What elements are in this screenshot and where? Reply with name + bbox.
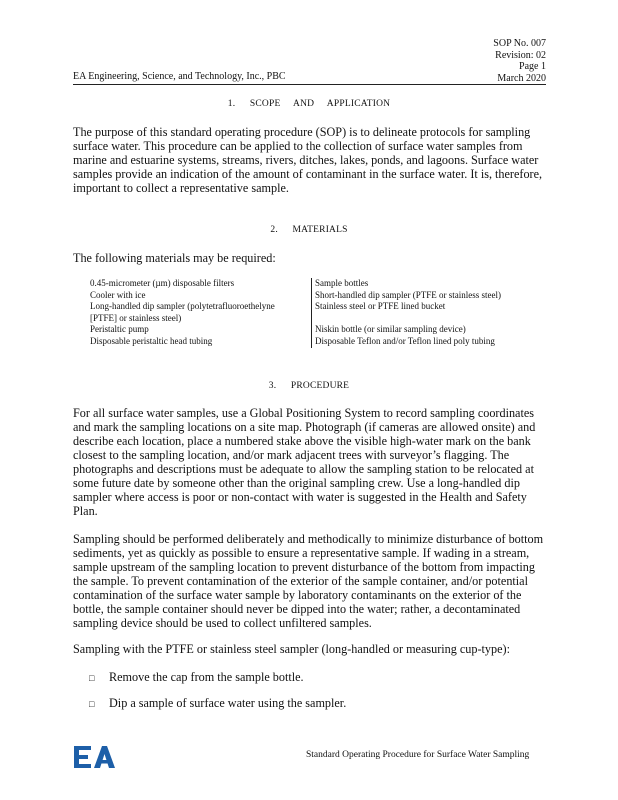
sop-number: SOP No. 007	[493, 38, 546, 49]
procedure-paragraph-2: Sampling should be performed deliberately and methodically to minimize disturbance of bottom sediments, yet as quickly as possible to ensure a representative sample. If wading in a stream, sample upstream of the sampling location to prevent disturbance of the bottom from impacting the sample. To prevent contamination of the exterior of the sample container, and/or potential contamination of the surface water sample by laboratory contaminants on the exterior of the bottle, the sample container should never be dipped into the water; rather, a decontaminated sampling device should be used to collect unfiltered samples.	[73, 532, 544, 630]
scope-paragraph: The purpose of this standard operating procedure (SOP) is to delineate protocols for sampling surface water. This procedure can be applied to the collection of surface water samples from marine and estuarine systems, streams, rivers, ditches, lakes, ponds, and lagoons. Surface water samples provide an indication of the amount of contaminant in the surface water. It is, therefore, important to collect a representative sample.	[73, 125, 543, 195]
company-name: EA Engineering, Science, and Technology, Inc., PBC	[73, 71, 286, 82]
procedure-paragraph-3: Sampling with the PTFE or stainless steel sampler (long-handled or measuring cup-type):	[73, 642, 510, 656]
material-item: Disposable Teflon and/or Teflon lined poly tubing	[315, 335, 495, 346]
section-2-number: 2.	[270, 225, 278, 235]
material-item: Cooler with ice	[90, 289, 146, 300]
material-item: Short-handled dip sampler (PTFE or stainless steel)	[315, 289, 501, 300]
section-3-heading	[0, 381, 618, 391]
material-item: [PTFE] or stainless steel)	[90, 312, 182, 323]
revision: Revision: 02	[495, 49, 546, 61]
material-item: 0.45-micrometer (µm) disposable filters	[90, 278, 235, 288]
material-item: Peristaltic pump	[90, 324, 149, 334]
section-3-title: PROCEDURE	[290, 381, 350, 391]
material-item	[315, 313, 565, 325]
section-3-number: 3.	[268, 381, 277, 391]
section-1-title-application: APPLICATION	[326, 99, 391, 109]
material-item: Niskin bottle (or similar sampling device)	[315, 324, 466, 334]
materials-column-divider	[311, 278, 312, 348]
procedure-paragraph-1: For all surface water samples, use a Global Positioning System to record sampling coordinates and mark the sampling locations on a site map. Photograph (if cameras are allowed onsite) and describe each location, place a numbered stake above the visible high-water mark on the bank closest to the sampling location, and/or mark adjacent trees with surveyor’s flagging. The photographs and descriptions must be adequate to allow the sampling station to be relocated at some future date by someone other than the original sampling crew. Use a long-handled dip sampler where access is poor or non-contact with water is suggested in the Health and Safety Plan.	[73, 406, 536, 518]
section-1-title-and: AND	[293, 99, 315, 109]
footer-title: Standard Operating Procedure for Surface Water Sampling	[306, 750, 530, 760]
section-1-heading	[0, 99, 618, 109]
ea-logo-icon	[74, 746, 118, 768]
material-item: Stainless steel or PTFE lined bucket	[315, 301, 446, 311]
section-2-title: MATERIALS	[292, 225, 348, 235]
header-sop-info	[493, 38, 546, 84]
materials-intro: The following materials may be required:	[73, 251, 276, 265]
list-item	[89, 696, 346, 711]
section-1-number: 1.	[227, 99, 236, 109]
revision-date: March 2020	[497, 72, 546, 84]
material-item: Disposable peristaltic head tubing	[90, 335, 213, 346]
material-item: Sample bottles	[315, 278, 369, 288]
checkbox-bullet-icon: □	[89, 673, 95, 683]
bullet-text: Remove the cap from the sample bottle.	[109, 670, 304, 684]
materials-left-column	[90, 278, 308, 347]
list-item	[89, 670, 304, 685]
page-number: Page 1	[519, 61, 546, 72]
section-2-heading	[0, 225, 618, 235]
material-item: Long-handled dip sampler (polytetrafluoroethelyne	[90, 301, 275, 311]
bullet-text: Dip a sample of surface water using the sampler.	[109, 696, 347, 710]
section-1-title-scope: SCOPE	[249, 99, 281, 109]
materials-right-column	[315, 278, 565, 347]
header-rule	[73, 84, 546, 85]
checkbox-bullet-icon: □	[89, 699, 95, 709]
